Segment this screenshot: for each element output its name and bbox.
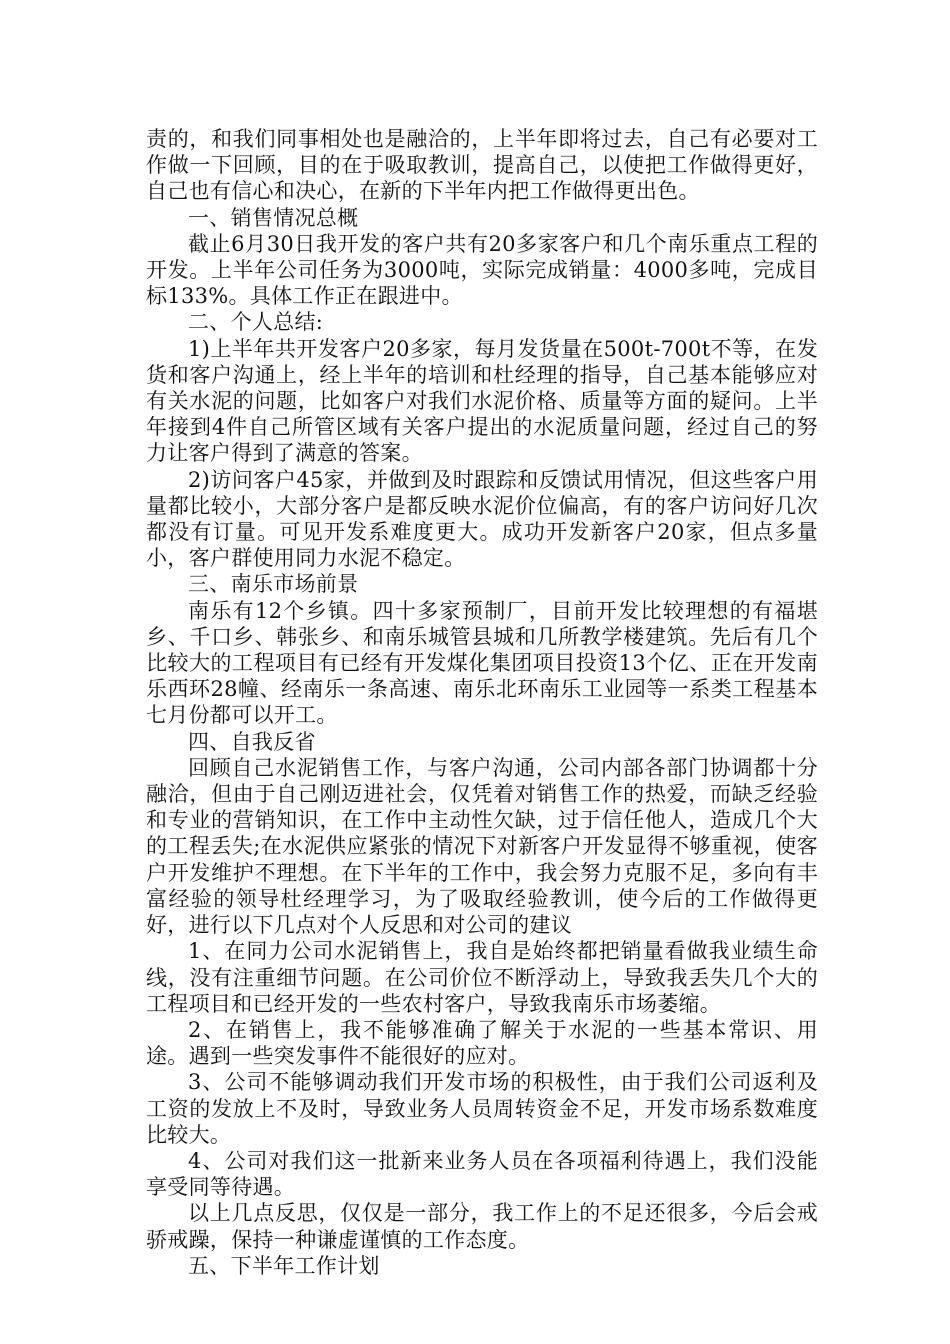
heading-self-reflection: 四、自我反省 [188, 729, 316, 754]
heading-market-outlook: 三、南乐市场前景 [188, 572, 359, 597]
heading-second-half-plan: 五、下半年工作计划 [188, 1253, 380, 1278]
paragraph-market-outlook: 南乐有12个乡镇。四十多家预制厂，目前开发比较理想的有福堪乡、千口乡、韩张乡、和南乐城管县城和几所教学楼建筑。先后有几个比较大的工程项目有已经有开发煤化集团项目投资13个亿、正在开发南乐西环28幢、经南乐一条高速、南乐北环南乐工业园等一系类工程基本七月份都可以开工。 [146, 598, 818, 728]
paragraph-summary-1: 1)上半年共开发客户20多家，每月发货量在500t-700t不等，在发货和客户沟通上，经上半年的培训和杜经理的指导，自己基本能够应对有关水泥的问题，比如客户对我们水泥价格、质量等方面的疑问。上半年接到4件自己所管区域有关客户提出的水泥质量问题，经过自己的努力让客户得到了满意的答案。 [146, 336, 818, 466]
heading-personal-summary: 二、个人总结: [188, 310, 324, 335]
paragraph-reflection-2: 2、在销售上，我不能够准确了解关于水泥的一些基本常识、用途。遇到一些突发事件不能很好的应对。 [146, 1017, 818, 1069]
paragraph-reflection-conclusion: 以上几点反思，仅仅是一部分，我工作上的不足还很多，今后会戒骄戒躁，保持一种谦虚谨慎的工作态度。 [146, 1201, 818, 1252]
paragraph-reflection-3: 3、公司不能够调动我们开发市场的积极性，由于我们公司返利及工资的发放上不及时，导致业务人员周转资金不足，开发市场系数难度比较大。 [146, 1070, 818, 1147]
paragraph-sales-overview: 截止6月30日我开发的客户共有20多家客户和几个南乐重点工程的开发。上半年公司任务为3000吨，实际完成销量：4000多吨，完成目标133%。具体工作正在跟进中。 [146, 231, 818, 309]
heading-sales-overview: 一、销售情况总概 [188, 205, 359, 230]
paragraph-summary-2: 2)访问客户45家，并做到及时跟踪和反馈试用情况，但这些客户用量都比较小，大部分客户是都反映水泥价位偏高，有的客户访问好几次都没有订量。可见开发系难度更大。成功开发新客户20家，但点多量小，客户群使用同力水泥不稳定。 [146, 467, 818, 571]
paragraph-reflection-4: 4、公司对我们这一批新来业务人员在各项福利待遇上，我们没能享受同等待遇。 [146, 1148, 818, 1200]
paragraph-reflection-1: 1、在同力公司水泥销售上，我自是始终都把销量看做我业绩生命线，没有注重细节问题。在公司价位不断浮动上，导致我丢失几个大的工程项目和已经开发的一些农村客户，导致我南乐市场萎缩。 [146, 939, 818, 1016]
document-body [146, 126, 818, 1279]
paragraph-self-reflection: 回顾自己水泥销售工作，与客户沟通，公司内部各部门协调都十分融洽，但由于自己刚迈进社会，仅凭着对销售工作的热爱，而缺乏经验和专业的营销知识，在工作中主动性欠缺，过于信任他人，造成几个大的工程丢失;在水泥供应紧张的情况下对新客户开发显得不够重视，使客户开发维护不理想。在下半年的工作中，我会努力克服不足，多向有丰富经验的领导杜经理学习，为了吸取经验教训，使今后的工作做得更好，进行以下几点对个人反思和对公司的建议 [146, 755, 818, 938]
paragraph-intro: 责的，和我们同事相处也是融洽的，上半年即将过去，自己有必要对工作做一下回顾，目的在于吸取教训，提高自己，以使把工作做得更好，自己也有信心和决心，在新的下半年内把工作做得更出色。 [146, 127, 818, 204]
